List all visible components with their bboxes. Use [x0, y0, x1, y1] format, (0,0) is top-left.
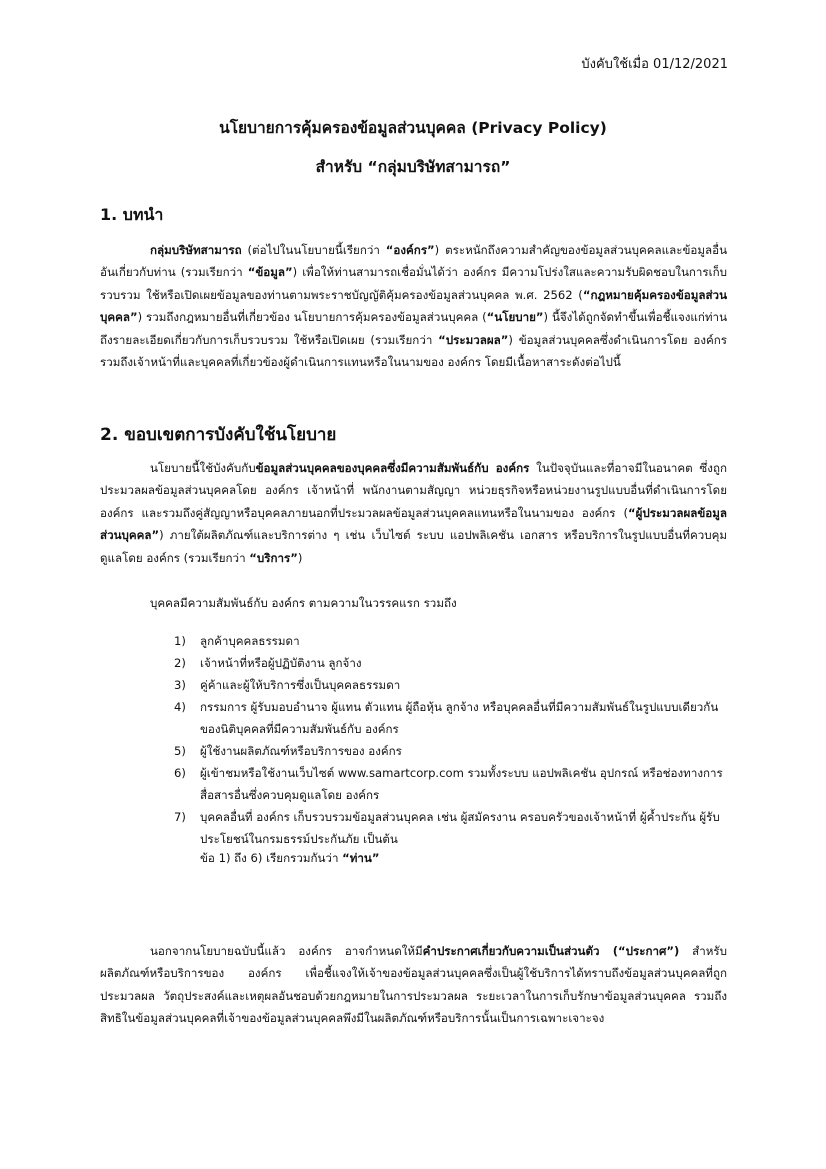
list-item: [174, 674, 727, 696]
list-text: ผู้เข้าชมหรือใช้งานเว็บไซต์ www.samartcorp.com รวมทั้งระบบ แอปพลิเคชัน อุปกรณ์ หรือช่องทางการสื่อสารอื่นซึ่งควบคุมดูแลโดย องค์กร: [200, 766, 723, 802]
bold-term: กลุ่มบริษัทสามารถ: [150, 243, 242, 257]
list-number: 6): [174, 766, 186, 780]
list-number: 4): [174, 700, 186, 714]
list-number: 1): [174, 634, 186, 648]
list-text: คู่ค้าและผู้ให้บริการซึ่งเป็นบุคคลธรรมดา: [200, 678, 401, 692]
bold-term: “นโยบาย”: [486, 310, 544, 325]
list-text: บุคคลอื่นที่ องค์กร เก็บรวบรวมข้อมูลส่วนบุคคล เช่น ผู้สมัครงาน ครอบครัวของเจ้าหน้าที่ ผู้ค้ำประกัน ผู้รับประโยชน์ในกรมธรรม์ประกันภัย เป็นต้น: [200, 810, 720, 846]
list-item: [174, 696, 727, 740]
list-number: 7): [174, 810, 186, 824]
privacy-notice-paragraph: นอกจากนโยบายฉบับนี้แล้ว องค์กร อาจกำหนดให้มีคำประกาศเกี่ยวกับความเป็นส่วนตัว (“ประกาศ”) สำหรับผลิตภัณฑ์หรือบริการของ องค์กร เพื่อชี้แจงให้เจ้าของข้อมูลส่วนบุคคลซึ่งเป็นผู้ใช้บริการได้ทราบถึงข้อมูลส่วนบุคคลที่ถูกประมวลผล วัตถุประสงค์และเหตุผลอันชอบด้วยกฎหมายในการประมวลผล ระยะเวลาในการเก็บรักษาข้อมูลส่วนบุคคล รวมถึงสิทธิในข้อมูลส่วนบุคคลที่เจ้าของข้อมูลส่วนบุคคลพึงมีในผลิตภัณฑ์หรือบริการนั้นเป็นการเฉพาะเจาะจง: [100, 944, 727, 1026]
list-text: ลูกค้าบุคคลธรรมดา: [200, 634, 300, 648]
section-2-intro: บุคคลมีความสัมพันธ์กับ องค์กร ตามความในวรรคแรก รวมถึง: [150, 596, 457, 610]
bold-term: “กฎหมายคุ้มครองข้อมูลส่วนบุคคล”: [100, 287, 727, 325]
list-item: [174, 806, 727, 850]
list-item: [174, 740, 727, 762]
section-2-paragraph: นโยบายนี้ใช้บังคับกับข้อมูลส่วนบุคคลของบุคคลซึ่งมีความสัมพันธ์กับ องค์กร ในปัจจุบันและที่อาจมีในอนาคต ซึ่งถูกประมวลผลข้อมูลส่วนบุคคลโดย องค์กร เจ้าหน้าที่ พนักงานตามสัญญา หน่วยธุรกิจหรือหน่วยงานรูปแบบอื่นที่ดำเนินการโดย องค์กร และรวมถึงคู่สัญญาหรือบุคคลภายนอกที่ประมวลผลข้อมูลส่วนบุคคลแทนหรือในนามของ องค์กร (“ผู้ประมวลผลข้อมูลส่วนบุคคล”) ภายใต้ผลิตภัณฑ์และบริการต่าง ๆ เช่น เว็บไซต์ ระบบ แอปพลิเคชัน เอกสาร หรือบริการในรูปแบบอื่นที่ควบคุมดูแลโดย องค์กร (รวมเรียกว่า “บริการ”): [100, 461, 727, 565]
document-subtitle: สำหรับ “กลุ่มบริษัทสามารถ”: [315, 158, 511, 176]
effective-date: บังคับใช้เมื่อ 01/12/2021: [581, 57, 728, 72]
list-item: [174, 630, 727, 652]
section-1-paragraph: กลุ่มบริษัทสามารถ (ต่อไปในนโยบายนี้เรียกว่า “องค์กร”) ตระหนักถึงความสำคัญของข้อมูลส่วนบุคคลและข้อมูลอื่นอันเกี่ยวกับท่าน (รวมเรียกว่า “ข้อมูล”) เพื่อให้ท่านสามารถเชื่อมั่นได้ว่า องค์กร มีความโปร่งใสและความรับผิดชอบในการเก็บรวบรวม ใช้หรือเปิดเผยข้อมูลของท่านตามพระราชบัญญัติคุ้มครองข้อมูลส่วนบุคคล พ.ศ. 2562 (“กฎหมายคุ้มครองข้อมูลส่วนบุคคล”) รวมถึงกฎหมายอื่นที่เกี่ยวข้อง นโยบายการคุ้มครองข้อมูลส่วนบุคคล (“นโยบาย”) นี้จึงได้ถูกจัดทำขึ้นเพื่อชี้แจงแก่ท่านถึงรายละเอียดเกี่ยวกับการเก็บรวบรวม ใช้หรือเปิดเผย (รวมเรียกว่า “ประมวลผล”) ข้อมูลส่วนบุคคลซึ่งดำเนินการโดย องค์กร รวมถึงเจ้าหน้าที่และบุคคลที่เกี่ยวข้องผู้ดำเนินการแทนหรือในนามของ องค์กร โดยมีเนื้อหาสาระดังต่อไปนี้: [100, 243, 727, 370]
bold-term: “ท่าน”: [342, 851, 380, 865]
list-text: กรรมการ ผู้รับมอบอำนาจ ผู้แทน ตัวแทน ผู้ถือหุ้น ลูกจ้าง หรือบุคคลอื่นที่มีความสัมพันธ์ในรูปแบบเดียวกันของนิติบุคคลที่มีความสัมพันธ์กับ องค์กร: [200, 700, 719, 736]
bold-term: “องค์กร”: [385, 243, 435, 257]
bold-term: “ผู้ประมวลผลข้อมูลส่วนบุคคล”: [100, 505, 727, 543]
bold-term: “ข้อมูล”: [247, 265, 293, 280]
related-persons-list: [174, 630, 727, 850]
list-number: 3): [174, 678, 186, 692]
list-text: ผู้ใช้งานผลิตภัณฑ์หรือบริการของ องค์กร: [200, 744, 402, 758]
list-number: 5): [174, 744, 186, 758]
list-item: [174, 762, 727, 806]
list-item: [174, 652, 727, 674]
bold-term: “บริการ”: [249, 550, 298, 565]
section-1-heading: 1. บทนำ: [100, 205, 164, 224]
bold-term: “ประมวลผล”: [438, 332, 509, 347]
list-number: 2): [174, 656, 186, 670]
list-text: เจ้าหน้าที่หรือผู้ปฏิบัติงาน ลูกจ้าง: [200, 656, 362, 670]
bold-term: ข้อมูลส่วนบุคคลของบุคคลซึ่งมีความสัมพันธ์กับ องค์กร: [255, 461, 530, 475]
section-2-heading: 2. ขอบเขตการบังคับใช้นโยบาย: [100, 425, 337, 445]
bold-term: คำประกาศเกี่ยวกับความเป็นส่วนตัว (“ประกาศ”): [422, 944, 680, 958]
list-summary: ข้อ 1) ถึง 6) เรียกรวมกันว่า “ท่าน”: [200, 851, 380, 865]
document-title: นโยบายการคุ้มครองข้อมูลส่วนบุคคล (Privacy Policy): [219, 119, 607, 137]
